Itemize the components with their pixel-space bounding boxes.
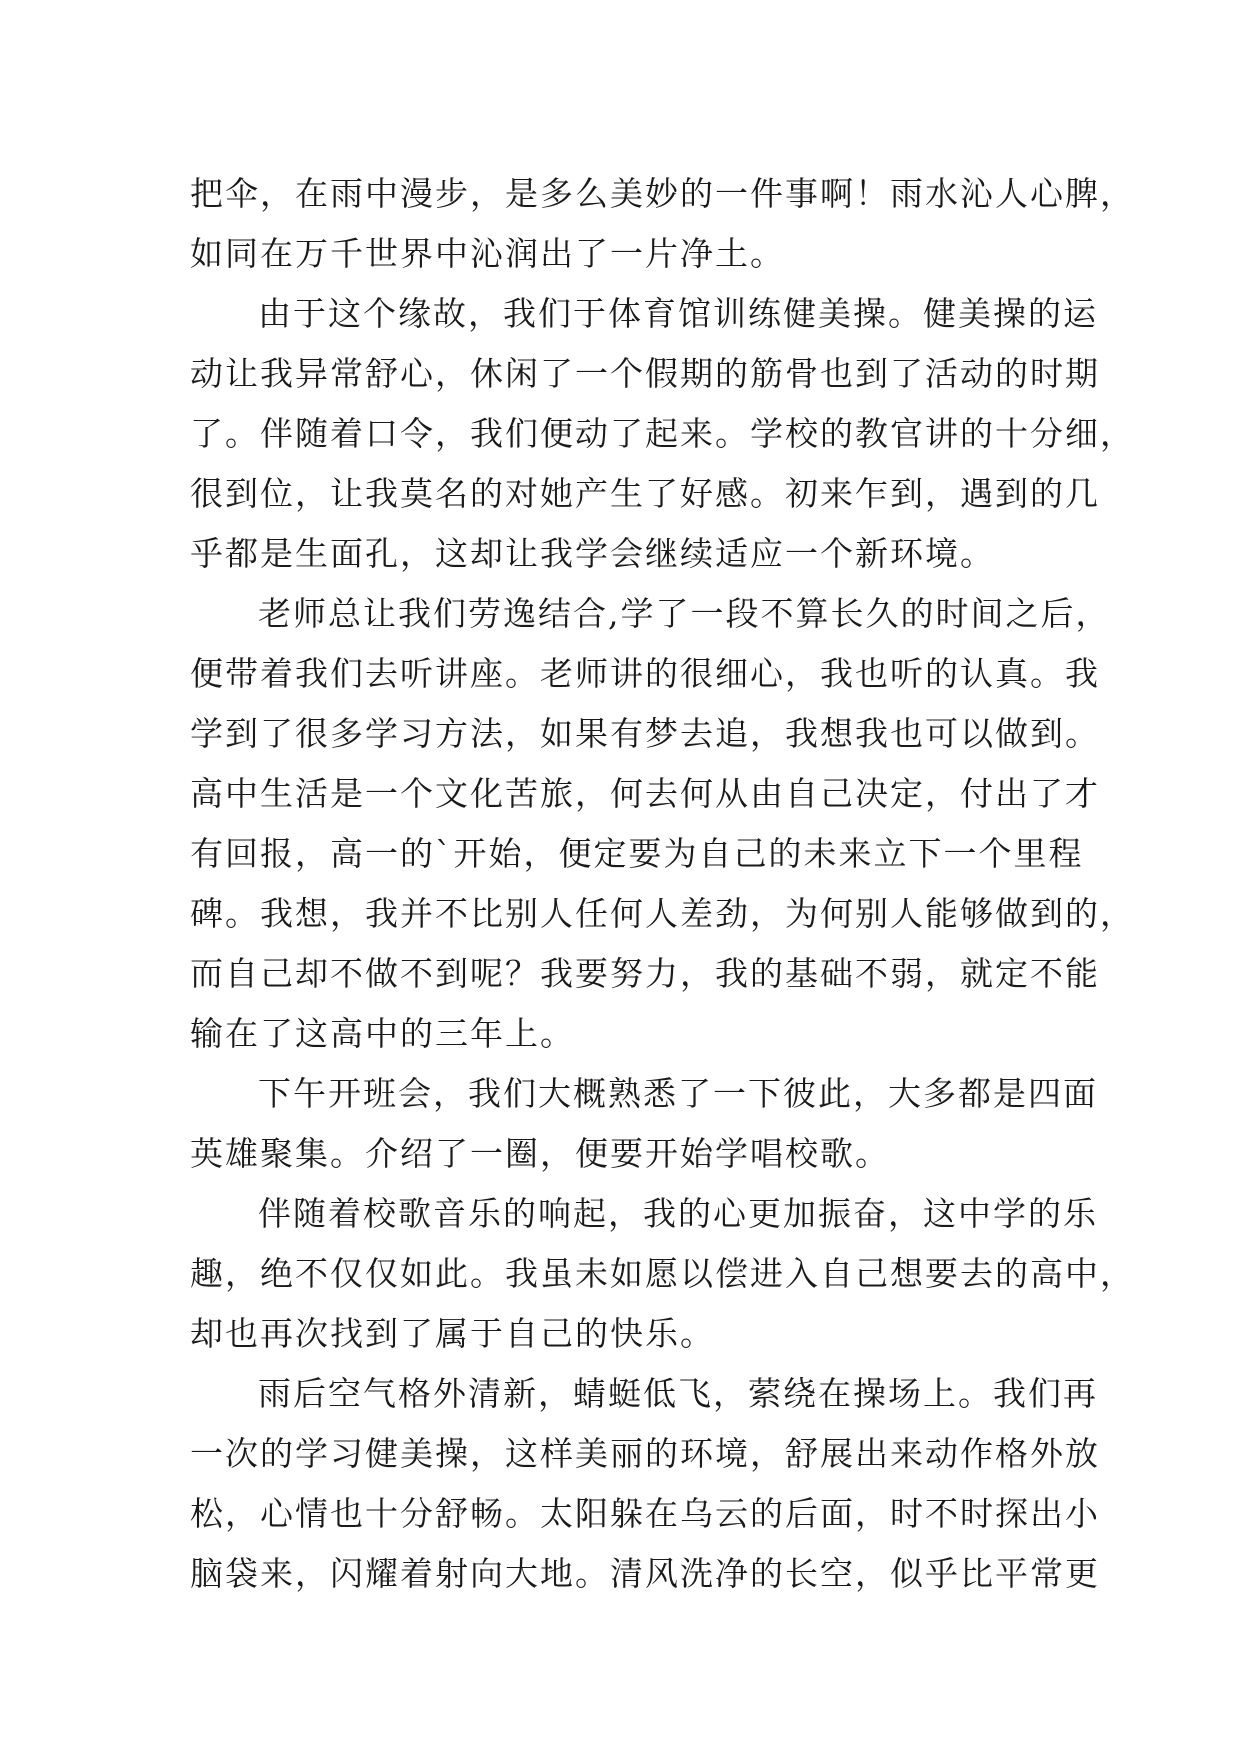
text-line: 便带着我们去听讲座。老师讲的很细心，我也听的认真。我 (190, 654, 1100, 693)
text-line: 而自己却不做不到呢？我要努力，我的基础不弱，就定不能 (190, 954, 1100, 993)
paragraph-first-line: 由于这个缘故，我们于体育馆训练健美操。健美操的运 (258, 294, 1098, 333)
text-line: 却也再次找到了属于自己的快乐。 (190, 1314, 715, 1353)
paragraph-first-line: 伴随着校歌音乐的响起，我的心更加振奋，这中学的乐 (258, 1194, 1098, 1233)
paragraph-first-line: 下午开班会，我们大概熟悉了一下彼此，大多都是四面 (258, 1074, 1098, 1113)
text-line: 动让我异常舒心，休闲了一个假期的筋骨也到了活动的时期 (190, 354, 1100, 393)
text-line: 碑。我想，我并不比别人任何人差劲，为何别人能够做到的， (190, 894, 1135, 933)
text-line: 松，心情也十分舒畅。太阳躲在乌云的后面，时不时探出小 (190, 1494, 1100, 1533)
text-line: 趣，绝不仅仅如此。我虽未如愿以偿进入自己想要去的高中， (190, 1254, 1135, 1293)
text-line: 学到了很多学习方法，如果有梦去追，我想我也可以做到。 (190, 714, 1100, 753)
text-line: 英雄聚集。介绍了一圈，便要开始学唱校歌。 (190, 1134, 890, 1173)
text-line: 把伞，在雨中漫步，是多么美妙的一件事啊！雨水沁人心脾， (190, 174, 1135, 213)
text-line: 高中生活是一个文化苦旅，何去何从由自己决定，付出了才 (190, 774, 1100, 813)
text-line: 一次的学习健美操，这样美丽的环境，舒展出来动作格外放 (190, 1434, 1100, 1473)
text-line: 了。伴随着口令，我们便动了起来。学校的教官讲的十分细， (190, 414, 1135, 453)
text-line: 脑袋来，闪耀着射向大地。清风洗净的长空，似乎比平常更 (190, 1554, 1100, 1593)
text-line: 乎都是生面孔，这却让我学会继续适应一个新环境。 (190, 534, 995, 573)
paragraph-first-line: 老师总让我们劳逸结合,学了一段不算长久的时间之后， (258, 594, 1111, 633)
paragraph-first-line: 雨后空气格外清新，蜻蜓低飞，萦绕在操场上。我们再 (258, 1374, 1098, 1413)
body-text (190, 164, 1135, 1604)
text-line: 很到位，让我莫名的对她产生了好感。初来乍到，遇到的几 (190, 474, 1100, 513)
text-line: 有回报，高一的`开始，便定要为自己的未来立下一个里程 (190, 834, 1084, 873)
text-line: 输在了这高中的三年上。 (190, 1014, 575, 1053)
text-line: 如同在万千世界中沁润出了一片净土。 (190, 234, 785, 273)
